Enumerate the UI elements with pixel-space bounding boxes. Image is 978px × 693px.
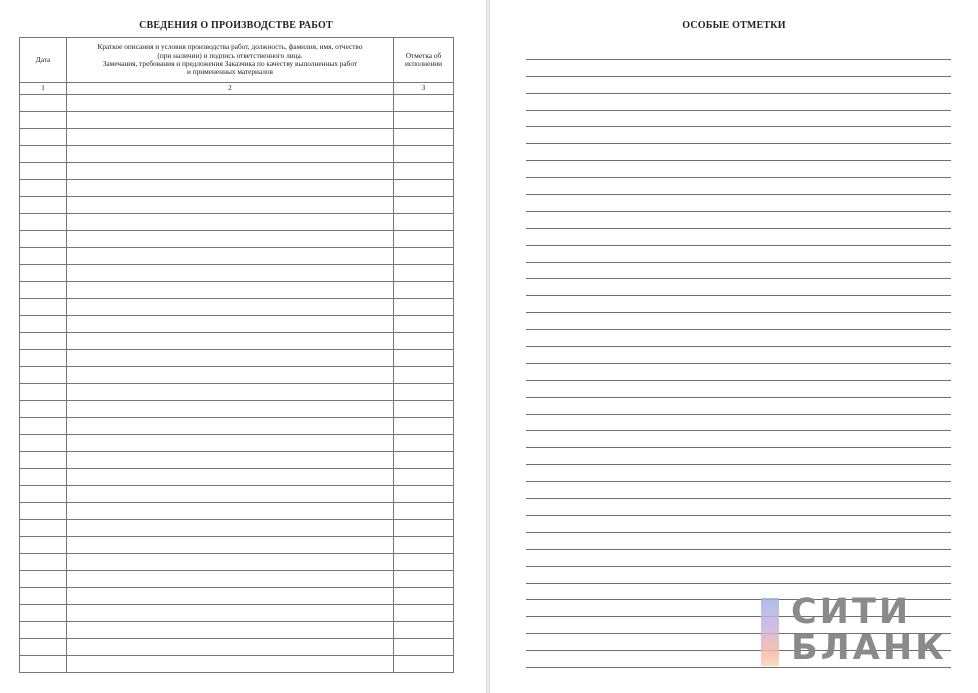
left-page: [0, 0, 486, 693]
ruled-line[interactable]: [526, 448, 951, 465]
execution-mark-cell[interactable]: [394, 282, 454, 299]
ruled-line[interactable]: [526, 144, 951, 161]
date-cell[interactable]: [20, 401, 67, 418]
table-row: [20, 367, 454, 384]
column-number: 2: [67, 83, 394, 95]
execution-mark-cell[interactable]: [394, 231, 454, 248]
ruled-line[interactable]: [526, 195, 951, 212]
execution-mark-cell[interactable]: [394, 146, 454, 163]
table-row: [20, 248, 454, 265]
execution-mark-cell[interactable]: [394, 248, 454, 265]
description-cell[interactable]: [67, 520, 394, 537]
ruled-line[interactable]: [526, 246, 951, 263]
ruled-line[interactable]: [526, 229, 951, 246]
description-cell[interactable]: [67, 214, 394, 231]
ruled-line[interactable]: [526, 516, 951, 533]
table-row: [20, 95, 454, 112]
execution-mark-cell[interactable]: [394, 367, 454, 384]
execution-mark-cell[interactable]: [394, 639, 454, 656]
table-row: [20, 401, 454, 418]
date-cell[interactable]: [20, 214, 67, 231]
execution-mark-cell[interactable]: [394, 571, 454, 588]
table-row: [20, 384, 454, 401]
ruled-line[interactable]: [526, 60, 951, 77]
ruled-line[interactable]: [526, 127, 951, 144]
execution-mark-cell[interactable]: [394, 112, 454, 129]
date-cell[interactable]: [20, 418, 67, 435]
description-cell[interactable]: [67, 350, 394, 367]
ruled-line[interactable]: [526, 94, 951, 111]
execution-mark-cell[interactable]: [394, 163, 454, 180]
column-number: 3: [394, 83, 454, 95]
table-row: [20, 163, 454, 180]
header-execution-mark: Отметка об исполнении: [394, 38, 454, 83]
description-cell[interactable]: [67, 367, 394, 384]
table-row: [20, 333, 454, 350]
execution-mark-cell[interactable]: [394, 214, 454, 231]
table-row: [20, 265, 454, 282]
header-date: Дата: [20, 38, 67, 83]
execution-mark-cell[interactable]: [394, 316, 454, 333]
description-cell[interactable]: [67, 537, 394, 554]
ruled-line[interactable]: [526, 212, 951, 229]
date-cell[interactable]: [20, 605, 67, 622]
execution-mark-cell[interactable]: [394, 469, 454, 486]
description-cell[interactable]: [67, 146, 394, 163]
execution-mark-cell[interactable]: [394, 452, 454, 469]
ruled-line[interactable]: [526, 482, 951, 499]
ruled-line[interactable]: [526, 381, 951, 398]
date-cell[interactable]: [20, 350, 67, 367]
table-row: [20, 418, 454, 435]
description-cell[interactable]: [67, 95, 394, 112]
ruled-line[interactable]: [526, 398, 951, 415]
date-cell[interactable]: [20, 299, 67, 316]
date-cell[interactable]: [20, 639, 67, 656]
table-row: [20, 180, 454, 197]
table-row: [20, 656, 454, 673]
table-header-row: [20, 38, 454, 83]
execution-mark-cell[interactable]: [394, 129, 454, 146]
ruled-line[interactable]: [526, 313, 951, 330]
execution-mark-cell[interactable]: [394, 95, 454, 112]
date-cell[interactable]: [20, 316, 67, 333]
table-row: [20, 350, 454, 367]
date-cell[interactable]: [20, 129, 67, 146]
description-cell[interactable]: [67, 248, 394, 265]
table-row: [20, 469, 454, 486]
description-cell[interactable]: [67, 163, 394, 180]
execution-mark-cell[interactable]: [394, 605, 454, 622]
description-cell[interactable]: [67, 622, 394, 639]
table-row: [20, 520, 454, 537]
description-cell[interactable]: [67, 316, 394, 333]
header-description: [67, 38, 394, 83]
table-row: [20, 452, 454, 469]
table-row: [20, 299, 454, 316]
description-cell[interactable]: [67, 231, 394, 248]
ruled-line[interactable]: [526, 330, 951, 347]
description-cell[interactable]: [67, 639, 394, 656]
description-cell[interactable]: [67, 299, 394, 316]
table-row: [20, 112, 454, 129]
ruled-line[interactable]: [526, 178, 951, 195]
header-description-line: Краткое описания и условия производства работ, должность, фамилия, имя, отчество: [97, 42, 363, 52]
table-row: [20, 282, 454, 299]
date-cell[interactable]: [20, 537, 67, 554]
table-row: [20, 231, 454, 248]
table-row: [20, 571, 454, 588]
date-cell[interactable]: [20, 571, 67, 588]
date-cell[interactable]: [20, 367, 67, 384]
date-cell[interactable]: [20, 520, 67, 537]
date-cell[interactable]: [20, 656, 67, 673]
execution-mark-cell[interactable]: [394, 180, 454, 197]
execution-mark-cell[interactable]: [394, 656, 454, 673]
date-cell[interactable]: [20, 282, 67, 299]
ruled-lines: [526, 43, 951, 668]
ruled-line[interactable]: [526, 43, 951, 60]
ruled-line[interactable]: [526, 415, 951, 432]
works-log-title: СВЕДЕНИЯ О ПРОИЗВОДСТВЕ РАБОТ: [139, 20, 333, 31]
date-cell[interactable]: [20, 384, 67, 401]
execution-mark-cell[interactable]: [394, 350, 454, 367]
date-cell[interactable]: [20, 180, 67, 197]
description-cell[interactable]: [67, 435, 394, 452]
table-row: [20, 146, 454, 163]
logo-gradient-bar: [761, 598, 779, 666]
description-cell[interactable]: [67, 333, 394, 350]
table-row: [20, 316, 454, 333]
date-cell[interactable]: [20, 503, 67, 520]
execution-mark-cell[interactable]: [394, 401, 454, 418]
table-row: [20, 639, 454, 656]
description-cell[interactable]: [67, 282, 394, 299]
ruled-line[interactable]: [526, 111, 951, 128]
execution-mark-cell[interactable]: [394, 554, 454, 571]
logo-text-line1: СИТИ: [791, 592, 912, 632]
date-cell[interactable]: [20, 333, 67, 350]
description-cell[interactable]: [67, 197, 394, 214]
description-cell[interactable]: [67, 554, 394, 571]
table-row: [20, 129, 454, 146]
description-cell[interactable]: [67, 180, 394, 197]
execution-mark-cell[interactable]: [394, 384, 454, 401]
table-row: [20, 197, 454, 214]
date-cell[interactable]: [20, 622, 67, 639]
description-cell[interactable]: [67, 503, 394, 520]
description-cell[interactable]: [67, 486, 394, 503]
description-cell[interactable]: [67, 452, 394, 469]
ruled-line[interactable]: [526, 499, 951, 516]
execution-mark-cell[interactable]: [394, 486, 454, 503]
execution-mark-cell[interactable]: [394, 588, 454, 605]
date-cell[interactable]: [20, 95, 67, 112]
ruled-line[interactable]: [526, 296, 951, 313]
ruled-line[interactable]: [526, 431, 951, 448]
date-cell[interactable]: [20, 231, 67, 248]
ruled-line[interactable]: [526, 263, 951, 280]
date-cell[interactable]: [20, 452, 67, 469]
date-cell[interactable]: [20, 146, 67, 163]
logo-text-line2: БЛАНК: [791, 628, 947, 668]
description-cell[interactable]: [67, 112, 394, 129]
date-cell[interactable]: [20, 435, 67, 452]
execution-mark-cell[interactable]: [394, 333, 454, 350]
date-cell[interactable]: [20, 248, 67, 265]
table-row: [20, 435, 454, 452]
table-row: [20, 554, 454, 571]
table-row: [20, 214, 454, 231]
date-cell[interactable]: [20, 486, 67, 503]
ruled-line[interactable]: [526, 567, 951, 584]
column-number-row: [20, 83, 454, 95]
right-page: [490, 0, 978, 693]
description-cell[interactable]: [67, 469, 394, 486]
date-cell[interactable]: [20, 163, 67, 180]
execution-mark-cell[interactable]: [394, 299, 454, 316]
table-row: [20, 486, 454, 503]
execution-mark-cell[interactable]: [394, 265, 454, 282]
ruled-line[interactable]: [526, 364, 951, 381]
ruled-line[interactable]: [526, 533, 951, 550]
description-cell[interactable]: [67, 656, 394, 673]
ruled-line[interactable]: [526, 550, 951, 567]
citiblank-logo: [761, 592, 961, 668]
description-cell[interactable]: [67, 418, 394, 435]
table-row: [20, 605, 454, 622]
table-row: [20, 503, 454, 520]
date-cell[interactable]: [20, 197, 67, 214]
date-cell[interactable]: [20, 469, 67, 486]
date-cell[interactable]: [20, 554, 67, 571]
header-description-line: (при наличии) и подпись ответственного лица.: [157, 50, 303, 60]
description-cell[interactable]: [67, 588, 394, 605]
table-row: [20, 622, 454, 639]
header-description-line: и примененных материалов: [186, 67, 273, 77]
header-description-line: Замечания, требования и предложения Заказчика по качеству выполненных работ: [102, 59, 358, 68]
execution-mark-cell[interactable]: [394, 503, 454, 520]
table-row: [20, 588, 454, 605]
column-number: 1: [20, 83, 67, 95]
date-cell[interactable]: [20, 112, 67, 129]
works-log-table: [19, 37, 454, 673]
special-notes-title: ОСОБЫЕ ОТМЕТКИ: [682, 20, 786, 31]
ruled-line[interactable]: [526, 347, 951, 364]
date-cell[interactable]: [20, 588, 67, 605]
execution-mark-cell[interactable]: [394, 435, 454, 452]
description-cell[interactable]: [67, 384, 394, 401]
description-cell[interactable]: [67, 401, 394, 418]
description-cell[interactable]: [67, 605, 394, 622]
date-cell[interactable]: [20, 265, 67, 282]
table-row: [20, 537, 454, 554]
description-cell[interactable]: [67, 129, 394, 146]
ruled-line[interactable]: [526, 161, 951, 178]
execution-mark-cell[interactable]: [394, 197, 454, 214]
execution-mark-cell[interactable]: [394, 520, 454, 537]
ruled-line[interactable]: [526, 77, 951, 94]
ruled-line[interactable]: [526, 465, 951, 482]
execution-mark-cell[interactable]: [394, 622, 454, 639]
execution-mark-cell[interactable]: [394, 418, 454, 435]
description-cell[interactable]: [67, 265, 394, 282]
execution-mark-cell[interactable]: [394, 537, 454, 554]
description-cell[interactable]: [67, 571, 394, 588]
ruled-line[interactable]: [526, 279, 951, 296]
